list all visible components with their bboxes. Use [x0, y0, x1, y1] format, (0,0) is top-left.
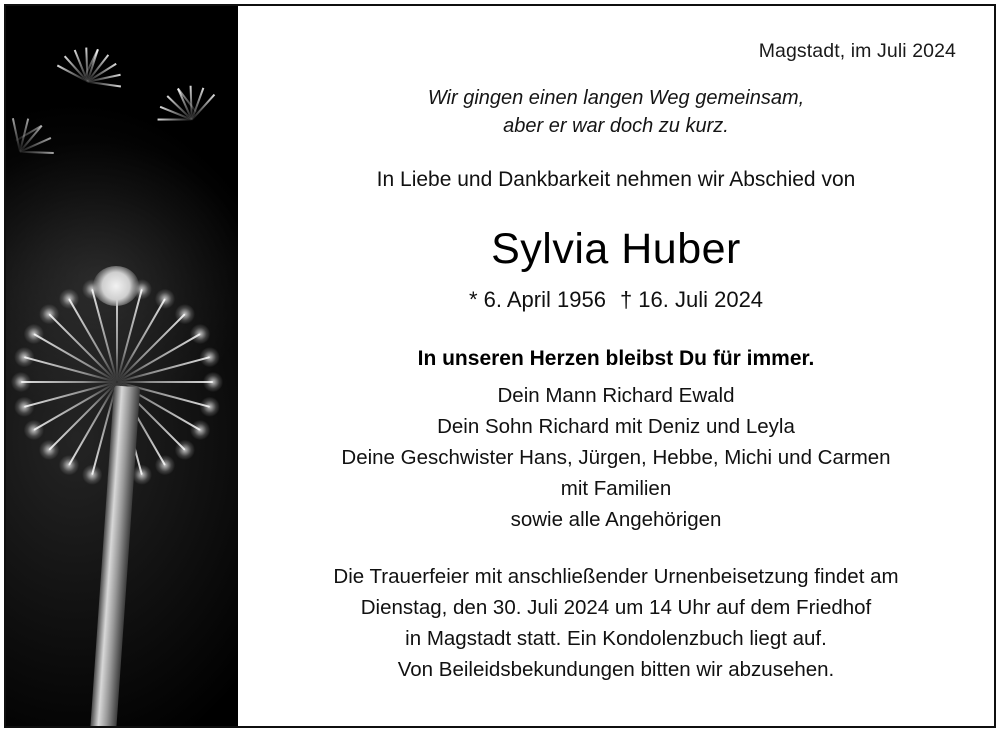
life-dates [252, 286, 980, 314]
list-item: Dein Mann Richard Ewald [497, 384, 735, 407]
deceased-name: Sylvia Huber [491, 225, 741, 273]
intro-text: In Liebe und Dankbarkeit nehmen wir Abschied von [376, 168, 856, 191]
list-item: Deine Geschwister Hans, Jürgen, Hebbe, Michi und Carmen [341, 446, 891, 469]
survivors-list [252, 380, 980, 535]
verse-line: aber er war doch zu kurz. [503, 115, 729, 137]
dandelion-head-icon [6, 156, 238, 416]
service-line: Dienstag, den 30. Juli 2024 um 14 Uhr auf dem Friedhof [360, 596, 872, 619]
verse-line: Wir gingen einen langen Weg gemeinsam, [427, 87, 805, 109]
dandelion-photo [6, 6, 238, 726]
list-item: mit Familien [560, 477, 672, 500]
verse [252, 84, 980, 140]
dandelion-core [93, 266, 139, 306]
notice-body [238, 84, 994, 685]
death-date: † 16. Juli 2024 [619, 287, 764, 312]
service-details [252, 561, 980, 685]
list-item: Dein Sohn Richard mit Deniz und Leyla [437, 415, 795, 438]
service-line: Die Trauerfeier mit anschließender Urnenbeisetzung findet am [333, 565, 899, 588]
list-item: sowie alle Angehörigen [510, 508, 722, 531]
notice-text-column [238, 6, 994, 726]
place-and-date: Magstadt, im Juli 2024 [758, 40, 956, 62]
service-line: Von Beileidsbekundungen bitten wir abzusehen. [397, 658, 835, 681]
birth-date: * 6. April 1956 [468, 287, 606, 312]
service-line: in Magstadt statt. Ein Kondolenzbuch liegt auf. [405, 627, 827, 650]
tribute-line: In unseren Herzen bleibst Du für immer. [417, 347, 815, 370]
